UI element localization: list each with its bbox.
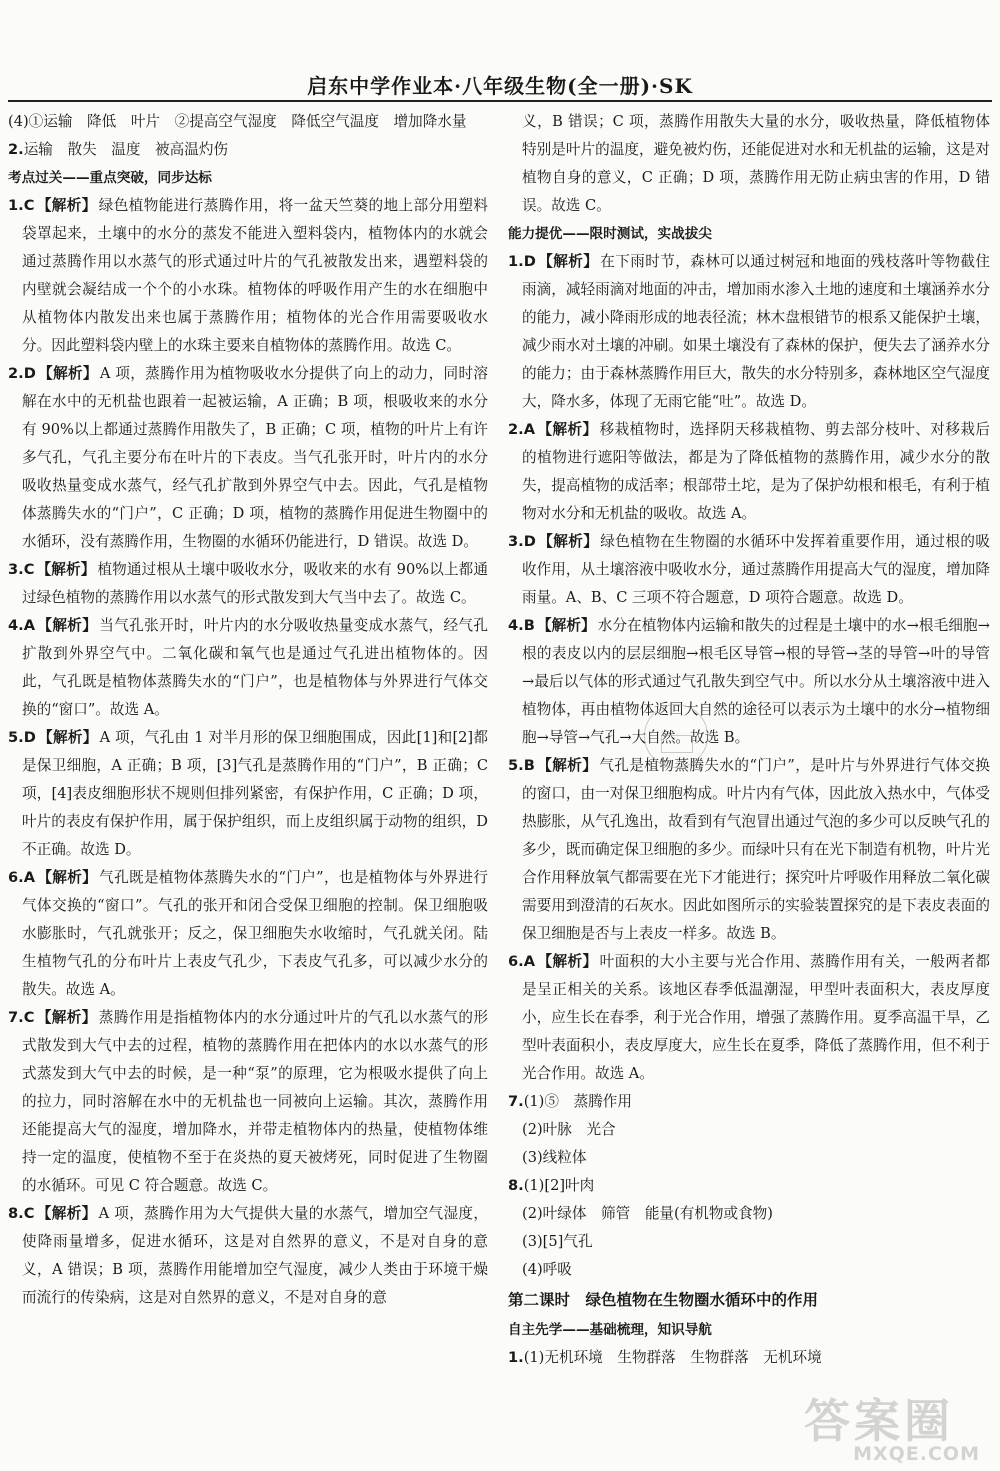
- answer-paragraph: [8, 1200, 488, 1312]
- watermark-top: 答案圈: [804, 1394, 954, 1448]
- question-number: 1.: [508, 253, 524, 270]
- answer-paragraph: [508, 1228, 990, 1256]
- analysis-tag: 【解析】: [537, 533, 599, 550]
- analysis-tag: 【解析】: [537, 421, 598, 438]
- paragraph-text: 叶面积的大小主要与光合作用、蒸腾作用有关，一般两者都是呈正相关的关系。该地区春季低温潮湿，甲型叶表面积大，表皮厚度小，应生长在春季，利于光合作用，增强了蒸腾作用。夏季高温干旱，乙型叶表面积小，表皮厚度大，应生长在夏季，降低了蒸腾作用，但不利于光合作用。故选 A。: [522, 953, 990, 1082]
- question-number: 6.: [8, 869, 24, 886]
- answer-choice: C: [23, 561, 35, 578]
- paragraph-text: 义，B 错误；C 项，蒸腾作用散失大量的水分，吸收热量，降低植物体特别是叶片的温度，避免被灼伤，还能促进对水和无机盐的运输，这是对植物自身的意义，C 正确；D 项，蒸腾作用无防止病虫害的作用，D 错误。故选 C。: [522, 113, 990, 214]
- paragraph-text: 绿色植物在生物圈的水循环中发挥着重要作用，通过根的吸收作用，从土壤溶液中吸收水分，通过蒸腾作用提高大气的湿度，增加降雨量。A、B、C 三项不符合题意，D 项符合题意。故选 D。: [522, 533, 990, 606]
- analysis-tag: 【解析】: [36, 1009, 97, 1026]
- paragraph-text: 气孔是植物蒸腾失水的“门户”，是叶片与外界进行气体交换的窗口，由一对保卫细胞构成。叶片内有气体，因此放入热水中，气体受热膨胀，从气孔逸出，故看到有气泡冒出通过气泡的多少可以反映气孔的多少，既而确定保卫细胞的多少。而绿叶只有在光下制造有机物，叶片光合作用释放氧气都需要在光下才能进行；探究叶片呼吸作用释放二氧化碳需要用到澄清的石灰水。因此如图所示的实验装置探究的是下表皮表面的保卫细胞是否与上表皮一样多。故选 B。: [522, 757, 990, 942]
- paragraph-text: A 项，蒸腾作用为植物吸收水分提供了向上的动力，同时溶解在水中的无机盐也跟着一起被运输，A 正确；B 项，根吸收来的水分有 90%以上都通过蒸腾作用散失了，B 正确；C 项，植物的叶片上有许多气孔，气孔主要分布在叶片的下表皮。当气孔张开时，叶片内的水分吸收热量变成水蒸气，经气孔扩散到外界空气中去。因此，气孔是植物体蒸腾失水的“门户”，C 正确；D 项，植物的蒸腾作用促进生物圈中的水循环，没有蒸腾作用，生物圈的水循环仍能进行，D 错误。故选 D。: [22, 365, 488, 550]
- left-column: [8, 108, 488, 1312]
- answer-paragraph: [8, 612, 488, 724]
- question-number: 7.: [8, 1009, 24, 1026]
- analysis-tag: 【解析】: [37, 729, 98, 746]
- paragraph-text: 蒸腾作用是指植物体内的水分通过叶片的气孔以水蒸气的形式散发到大气中去的过程，植物的蒸腾作用在把体内的水以水蒸气的形式蒸发到大气中去的时候，是一种“泵”的原理，它为根吸水提供了向上的拉力，同时溶解在水中的无机盐也一同被向上运输。其次，蒸腾作用还能提高大气的湿度，增加降水，并带走植物体内的热量，使植物体维持一定的温度，使植物不至于在炎热的夏天被烤死，同时促进了生物圈的水循环。可见 C 符合题意。故选 C。: [22, 1009, 488, 1194]
- paragraph-text: A 项，气孔由 1 对半月形的保卫细胞围成，因此[1]和[2]都是保卫细胞，A 正确；B 项，[3]气孔是蒸腾作用的“门户”，B 正确；C 项，[4]表皮细胞形状不规则但排列紧密，有保护作用，C 正确；D 项，叶片的表皮有保护作用，属于保护组织，而上皮组织属于动物的组织，D 不正确。故选 D。: [22, 729, 488, 858]
- answer-choice: A: [23, 617, 35, 634]
- paragraph-text: 在下雨时节，森林可以通过树冠和地面的残枝落叶等物截住雨滴，减轻雨滴对地面的冲击，增加雨水渗入土地的速度和土壤涵养水分的能力，减小降雨形成的地表径流；林木盘根错节的根系又能保护土壤，减少雨水对土壤的冲刷。如果土壤没有了森林的保护，便失去了涵养水分的能力；由于森林蒸腾作用巨大，散失的水分特别多，森林地区空气湿度大，降水多，体现了无雨它能“吐”。故选 D。: [522, 253, 990, 410]
- analysis-tag: 【解析】: [36, 197, 97, 214]
- analysis-tag: 【解析】: [37, 617, 98, 634]
- analysis-tag: 【解析】: [37, 869, 98, 886]
- paragraph-text: (4)①运输 降低 叶片 ②提高空气湿度 降低空气温度 增加降水量: [8, 113, 467, 130]
- analysis-tag: 【解析】: [37, 365, 98, 382]
- answer-choice: C: [23, 1205, 35, 1222]
- question-number: 4.: [508, 617, 524, 634]
- right-column: [508, 108, 990, 1372]
- question-number: 1.: [508, 1349, 524, 1366]
- answer-paragraph: [508, 1172, 990, 1200]
- paragraph-text: (1)⑤ 蒸腾作用: [523, 1093, 632, 1110]
- paragraph-text: (3)[5]气孔: [522, 1233, 593, 1250]
- paragraph-text: (2)叶绿体 筛管 能量(有机物或食物): [522, 1205, 773, 1222]
- answer-paragraph: [8, 108, 488, 136]
- section-heading: [8, 164, 488, 192]
- analysis-tag: 【解析】: [36, 561, 96, 578]
- answer-paragraph: [508, 416, 990, 528]
- question-number: 1.: [8, 197, 24, 214]
- question-number: 3.: [8, 561, 24, 578]
- watermark-bottom: MXQE.COM: [853, 1443, 980, 1465]
- answer-paragraph: [508, 1088, 990, 1116]
- question-number: 4.: [8, 617, 24, 634]
- question-number: 2.: [8, 141, 24, 158]
- answer-choice: B: [523, 757, 535, 774]
- paragraph-text: (1)[2]叶肉: [523, 1177, 595, 1194]
- lesson-title: [508, 1286, 990, 1314]
- analysis-tag: 【解析】: [536, 757, 598, 774]
- answer-paragraph: [508, 248, 990, 416]
- answer-paragraph: [508, 528, 990, 612]
- answer-paragraph: [508, 612, 990, 752]
- answer-paragraph: [8, 556, 488, 612]
- question-number: 2.: [508, 421, 524, 438]
- question-number: 3.: [508, 533, 524, 550]
- answer-paragraph: [8, 360, 488, 556]
- answer-paragraph: [8, 1004, 488, 1200]
- answer-choice: C: [23, 197, 35, 214]
- question-number: 8.: [508, 1177, 524, 1194]
- paragraph-text: 水分在植物体内运输和散失的过程是土壤中的水→根毛细胞→根的表皮以内的层层细胞→根毛区导管→根的导管→茎的导管→叶的导管→最后以气体的形式通过气孔散失到空气中。所以水分从土壤溶液中进入植物体，再由植物体返回大自然的途径可以表示为土壤中的水分→植物细胞→导管→气孔→大自然。故选 B。: [522, 617, 990, 746]
- answer-choice: A: [523, 421, 535, 438]
- answer-paragraph: [508, 1144, 990, 1172]
- paragraph-text: 运输 散失 温度 被高温灼伤: [23, 141, 229, 158]
- paragraph-text: 移栽植物时，选择阴天移栽植物、剪去部分枝叶、对移栽后的植物进行遮阳等做法，都是为了降低植物的蒸腾作用，减少水分的散失，提高植物的成活率；根部带土坨，是为了保护幼根和根毛，有利于植物对水分和无机盐的吸收。故选 A。: [522, 421, 990, 522]
- stamp-mark: [644, 704, 708, 768]
- paragraph-text: 能力提优——限时测试，实战拔尖: [508, 226, 712, 242]
- question-number: 5.: [508, 757, 524, 774]
- page-header: 启东中学作业本·八年级生物(全一册)·SK: [307, 74, 693, 98]
- answer-paragraph: [8, 864, 488, 1004]
- paragraph-text: 第二课时 绿色植物在生物圈水循环中的作用: [508, 1291, 819, 1309]
- paragraph-text: A 项，蒸腾作用为大气提供大量的水蒸气，增加空气湿度，使降雨量增多，促进水循环，这是对自然界的意义，不是对自身的意义，A 错误；B 项，蒸腾作用能增加空气湿度，减少人类由于环境干燥而流行的传染病，这是对自然界的意义，不是对自身的意: [22, 1205, 488, 1306]
- paragraph-text: (3)线粒体: [522, 1149, 587, 1166]
- section-heading: [508, 220, 990, 248]
- paragraph-text: 气孔既是植物体蒸腾失水的“门户”，也是植物体与外界进行气体交换的“窗口”。气孔的张开和闭合受保卫细胞的控制。保卫细胞吸水膨胀时，气孔就张开；反之，保卫细胞失水收缩时，气孔就关闭。陆生植物气孔的分布叶片上表皮气孔少，下表皮气孔多，可以减少水分的散失。故选 A。: [22, 869, 488, 998]
- question-number: 2.: [8, 365, 24, 382]
- paragraph-text: 自主先学——基础梳理，知识导航: [508, 1322, 712, 1338]
- analysis-tag: 【解析】: [36, 1205, 97, 1222]
- paragraph-text: 绿色植物能进行蒸腾作用，将一盆天竺葵的地上部分用塑料袋罩起来，土壤中的水分的蒸发不能进入塑料袋内，植物体内的水就会通过蒸腾作用以水蒸气的形式通过叶片的气孔被散发出来，遇塑料袋的内壁就会凝结成一个个的小水珠。植物体的呼吸作用产生的水在细胞中从植物体内散发出来也属于蒸腾作用；植物体的光合作用需要吸收水分。因此塑料袋内壁上的水珠主要来自植物体的蒸腾作用。故选 C。: [22, 197, 488, 354]
- answer-choice: D: [523, 533, 536, 550]
- answer-paragraph: [8, 192, 488, 360]
- answer-paragraph: [508, 1344, 990, 1372]
- answer-paragraph: [508, 752, 990, 948]
- paragraph-text: 当气孔张开时，叶片内的水分吸收热量变成水蒸气，经气孔扩散到外界空气中。二氧化碳和氧气也是通过气孔进出植物体的。因此，气孔既是植物体蒸腾失水的“门户”，也是植物体与外界进行气体交换的“窗口”。故选 A。: [22, 617, 488, 718]
- paragraph-text: 植物通过根从土壤中吸收水分，吸收来的水有 90%以上都通过绿色植物的蒸腾作用以水蒸气的形式散发到大气当中去了。故选 C。: [22, 561, 488, 606]
- paragraph-text: (1)无机环境 生物群落 生物群落 无机环境: [523, 1349, 822, 1366]
- answer-paragraph: [8, 136, 488, 164]
- question-number: 7.: [508, 1093, 524, 1110]
- analysis-tag: 【解析】: [537, 253, 599, 270]
- answer-choice: A: [523, 953, 535, 970]
- answer-paragraph: [508, 1256, 990, 1284]
- section-heading: [508, 1316, 990, 1344]
- answer-choice: C: [23, 1009, 35, 1026]
- answer-choice: D: [523, 253, 536, 270]
- answer-paragraph: [8, 724, 488, 864]
- answer-paragraph: [508, 1116, 990, 1144]
- answer-choice: B: [523, 617, 535, 634]
- answer-choice: D: [23, 365, 36, 382]
- answer-choice: A: [23, 869, 35, 886]
- paragraph-text: 考点过关——重点突破，同步达标: [8, 170, 212, 186]
- answer-paragraph: [508, 1200, 990, 1228]
- watermark-logo: [794, 1385, 984, 1465]
- question-number: 8.: [8, 1205, 24, 1222]
- analysis-tag: 【解析】: [536, 617, 596, 634]
- question-number: 6.: [508, 953, 524, 970]
- paragraph-text: (2)叶脉 光合: [522, 1121, 616, 1138]
- paragraph-text: (4)呼吸: [522, 1261, 572, 1278]
- analysis-tag: 【解析】: [537, 953, 598, 970]
- answer-choice: D: [23, 729, 36, 746]
- header-rule: [8, 100, 992, 102]
- answer-paragraph: [508, 108, 990, 220]
- question-number: 5.: [8, 729, 24, 746]
- answer-paragraph: [508, 948, 990, 1088]
